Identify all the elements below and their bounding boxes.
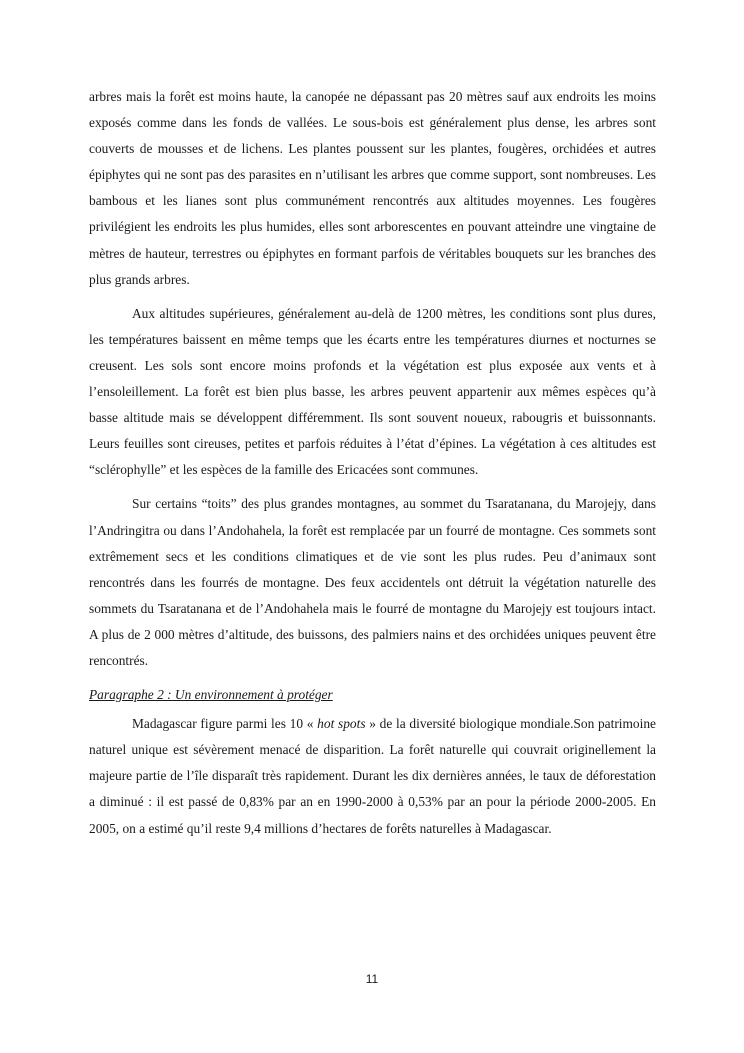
paragraph-montane-forest: arbres mais la forêt est moins haute, la canopée ne dépassant pas 20 mètres sauf aux endroits les moins exposés comme dans les fonds de vallées. Le sous-bois est généralement plus dense, les arbres sont couverts de mousses et de lichens. Les plantes poussent sur les plantes, fougères, orchidées et autres épiphytes qui ne sont pas des parasites en n’utilisant les arbres que comme support, sont nombreuses. Les bambous et les lianes sont plus communément rencontrés aux altitudes moyennes. Les fougères privilégient les endroits les plus humides, elles sont arborescentes en pouvant atteindre une vingtaine de mètres de hauteur, terrestres ou épiphytes en formant parfois de véritables bouquets sur les branches des plus grands arbres. [89, 89, 656, 287]
p4-text-before: Madagascar figure parmi les 10 « [132, 716, 318, 732]
paragraph-mountain-thicket: Sur certains “toits” des plus grandes montagnes, au sommet du Tsaratanana, du Marojejy, dans l’Andringitra ou dans l’Andohahela, la forêt est remplacée par un fourré de montagne. Ces sommets sont extrêmement secs et les conditions climatiques et de vie sont les plus rudes. Peu d’animaux sont rencontrés dans les fourrés de montagne. Des feux accidentels ont détruit la végétation naturelle des sommets du Tsaratanana et de l’Andohahela mais le fourré de montagne du Marojejy est toujours intact. A plus de 2 000 mètres d’altitude, des buissons, des palmiers nains et des orchidées uniques peuvent être rencontrés. [89, 496, 656, 668]
page-number: 11 [365, 972, 379, 986]
paragraph-high-altitude: Aux altitudes supérieures, généralement au-delà de 1200 mètres, les conditions sont plus dures, les températures baissent en même temps que les écarts entre les températures diurnes et nocturnes se creusent. Les sols sont encore moins profonds et la végétation est plus exposée aux vents et à l’ensoleillement. La forêt est bien plus basse, les arbres peuvent appartenir aux mêmes espèces qu’à basse altitude mais se développent différemment. Ils sont souvent noueux, rabougris et buissonnants. Leurs feuilles sont cireuses, petites et parfois réduites à l’état d’épines. La végétation à ces altitudes est “sclérophylle” et les espèces de la famille des Ericacées sont communes. [89, 305, 656, 478]
p4-emphasis: hot spots [317, 716, 366, 732]
p4-text-after: » de la diversité biologique mondiale.Son patrimoine naturel unique est sévèrement menacé de disparition. La forêt naturelle qui couvrait originellement la majeure partie de l’île disparaît très rapidement. Durant les dix dernières années, le taux de déforestation a diminué : il est passé de 0,83% par an en 1990-2000 à 0,53% par an pour la période 2000-2005. En 2005, on a estimé qu’il reste 9,4 millions d’hectares de forêts naturelles à Madagascar. [89, 716, 656, 836]
document-body [89, 84, 656, 850]
section-heading: Paragraphe 2 : Un environnement à protéger [89, 687, 333, 703]
paragraph-environment [89, 711, 656, 841]
